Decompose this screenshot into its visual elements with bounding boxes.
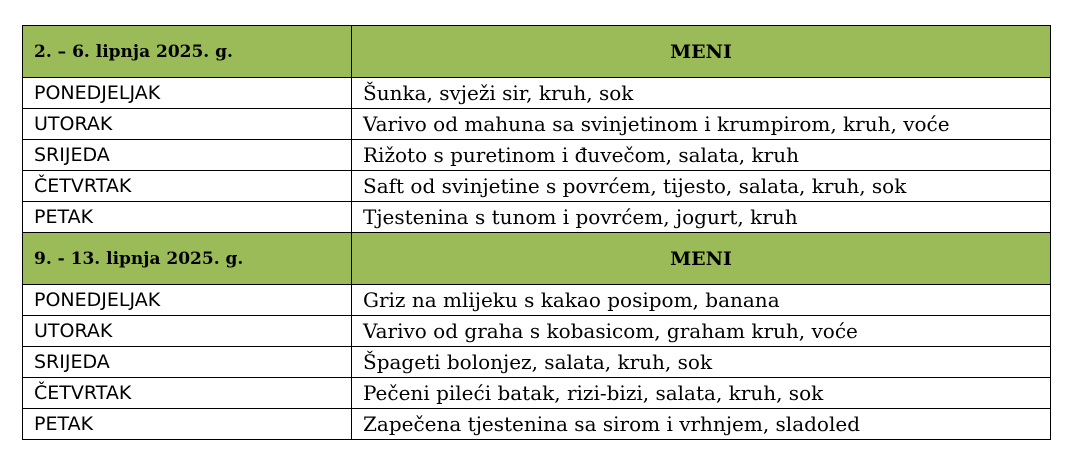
day-label: UTORAK — [23, 109, 352, 140]
week-2-header-row — [23, 233, 1051, 285]
table-row — [23, 316, 1051, 347]
day-label: PONEDJELJAK — [23, 285, 352, 316]
table-row — [23, 202, 1051, 233]
table-row — [23, 347, 1051, 378]
day-label: PETAK — [23, 409, 352, 440]
meal-description: Rižoto s puretinom i đuvečom, salata, kruh — [352, 140, 1051, 171]
day-label: PETAK — [23, 202, 352, 233]
meal-description: Griz na mlijeku s kakao posipom, banana — [352, 285, 1051, 316]
week-2-date-range: 9. - 13. lipnja 2025. g. — [23, 233, 352, 285]
day-label: UTORAK — [23, 316, 352, 347]
meal-description: Špageti bolonjez, salata, kruh, sok — [352, 347, 1051, 378]
week-1-menu-header: MENI — [352, 26, 1051, 78]
table-row — [23, 285, 1051, 316]
table-row — [23, 78, 1051, 109]
meal-description: Pečeni pileći batak, rizi-bizi, salata, kruh, sok — [352, 378, 1051, 409]
week-2-menu-header: MENI — [352, 233, 1051, 285]
day-label: SRIJEDA — [23, 140, 352, 171]
table-row — [23, 140, 1051, 171]
meal-description: Zapečena tjestenina sa sirom i vrhnjem, sladoled — [352, 409, 1051, 440]
meal-description: Saft od svinjetine s povrćem, tijesto, salata, kruh, sok — [352, 171, 1051, 202]
day-label: PONEDJELJAK — [23, 78, 352, 109]
table-row — [23, 171, 1051, 202]
table-row — [23, 378, 1051, 409]
day-label: ČETVRTAK — [23, 171, 352, 202]
week-1-header-row — [23, 26, 1051, 78]
meal-description: Tjestenina s tunom i povrćem, jogurt, kruh — [352, 202, 1051, 233]
table-row — [23, 409, 1051, 440]
meal-description: Varivo od graha s kobasicom, graham kruh, voće — [352, 316, 1051, 347]
meal-description: Šunka, svježi sir, kruh, sok — [352, 78, 1051, 109]
day-label: ČETVRTAK — [23, 378, 352, 409]
school-menu-table — [22, 25, 1051, 440]
day-label: SRIJEDA — [23, 347, 352, 378]
table-row — [23, 109, 1051, 140]
week-1-date-range: 2. – 6. lipnja 2025. g. — [23, 26, 352, 78]
meal-description: Varivo od mahuna sa svinjetinom i krumpirom, kruh, voće — [352, 109, 1051, 140]
